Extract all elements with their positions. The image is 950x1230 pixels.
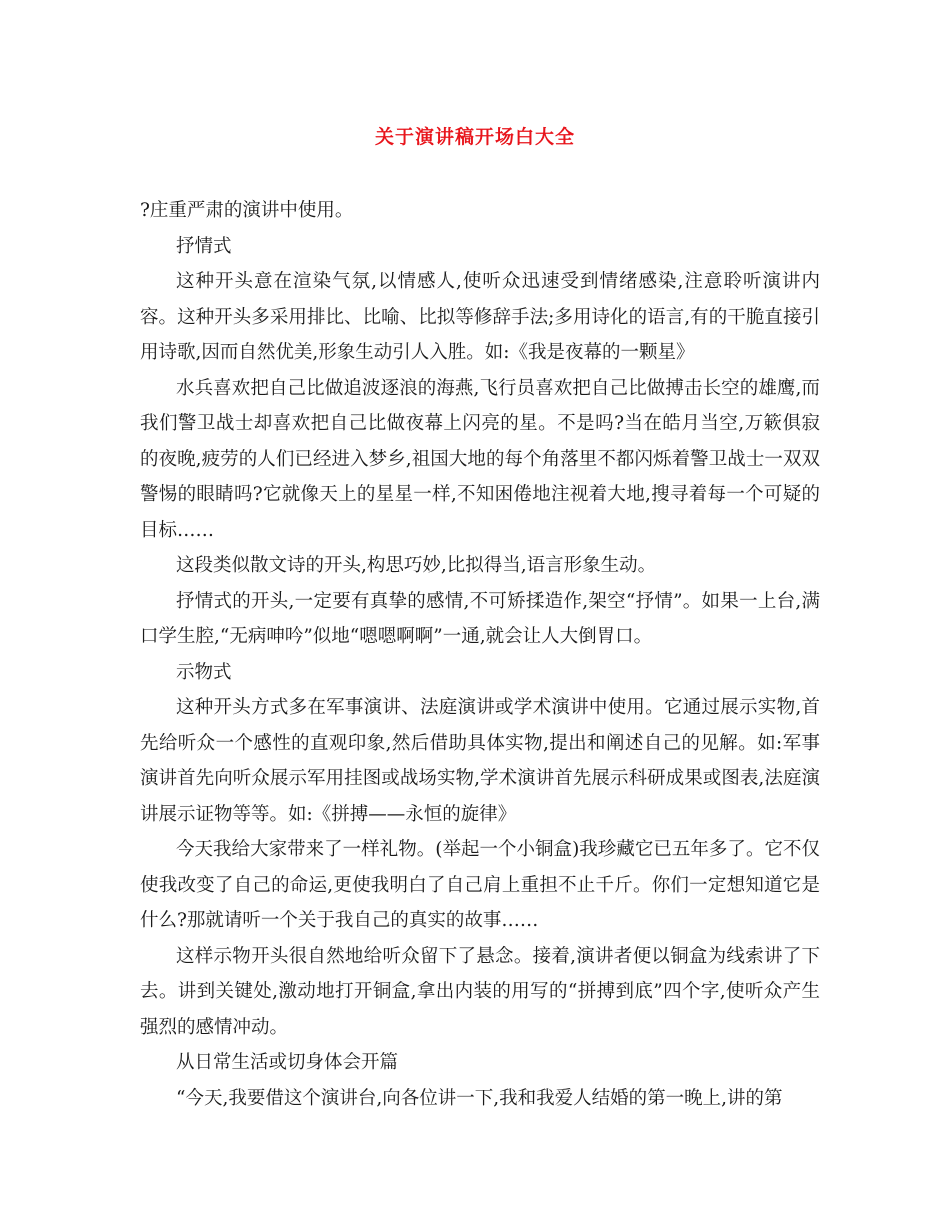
paragraph: 这种开头方式多在军事演讲、法庭演讲或学术演讲中使用。它通过展示实物,首先给听众一个感性的直观印象,然后借助具体实物,提出和阐述自己的见解。如:军事演讲首先向听众展示军用挂图或战场实物,学术演讲首先展示科研成果或图表,法庭演讲展示证物等等。如:《拼搏——永恒的旋律》: [140, 697, 820, 825]
section-heading: 抒情式: [176, 235, 232, 257]
document-title: 关于演讲稿开场白大全: [374, 126, 575, 148]
paragraph: 今天我给大家带来了一样礼物。(举起一个小铜盒)我珍藏它已五年多了。它不仅使我改变了自己的命运,更使我明白了自己肩上重担不止千斤。你们一定想知道它是什么?那就请听一个关于我自己的真实的故事……: [140, 839, 820, 931]
paragraph: “今天,我要借这个演讲台,向各位讲一下,我和我爱人结婚的第一晚上,讲的第: [176, 1087, 783, 1109]
paragraph: 这样示物开头很自然地给听众留下了悬念。接着,演讲者便以铜盒为线索讲了下去。讲到关键处,激动地打开铜盒,拿出内装的用写的“拼搏到底”四个字,使听众产生强烈的感情冲动。: [140, 945, 820, 1038]
section-heading: 示物式: [176, 661, 232, 683]
paragraph: 这段类似散文诗的开头,构思巧妙,比拟得当,语言形象生动。: [176, 555, 657, 576]
paragraph: 这种开头意在渲染气氛,以情感人,使听众迅速受到情绪感染,注意聆听演讲内容。这种开头多采用排比、比喻、比拟等修辞手法;多用诗化的语言,有的干脆直接引用诗歌,因而自然优美,形象生动引人入胜。如:《我是夜幕的一颗星》: [140, 271, 820, 363]
section-heading: 从日常生活或切身体会开篇: [176, 1052, 399, 1073]
paragraph: 水兵喜欢把自己比做追波逐浪的海燕,飞行员喜欢把自己比做搏击长空的雄鹰,而我们警卫战士却喜欢把自己比做夜幕上闪亮的星。不是吗?当在皓月当空,万簌俱寂的夜晚,疲劳的人们已经进入梦乡,祖国大地的每个角落里不都闪烁着警卫战士一双双警惕的眼睛吗?它就像天上的星星一样,不知困倦地注视着大地,搜寻着每一个可疑的目标……: [140, 377, 820, 541]
paragraph: 抒情式的开头,一定要有真挚的感情,不可矫揉造作,架空“抒情”。如果一上台,满口学生腔,“无病呻吟”似地“嗯嗯啊啊”一通,就会让人大倒胃口。: [140, 590, 820, 647]
paragraph: ?庄重严肃的演讲中使用。: [140, 200, 354, 221]
document-body: [140, 193, 820, 1116]
